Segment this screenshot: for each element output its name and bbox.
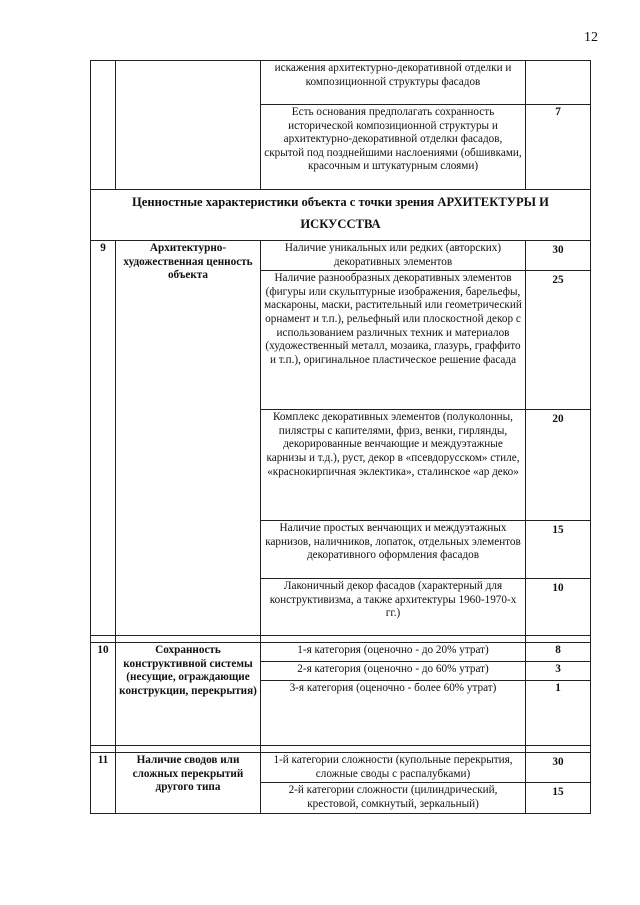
criterion-description: Лаконичный декор фасадов (характерный для конструктивизма, а также архитектуры 1960-1970-х гг.) [261,579,526,636]
criterion-number: 10 [91,643,116,746]
criterion-score [526,61,591,105]
criterion-description: 2-я категория (оценочно - до 60% утрат) [261,662,526,681]
criterion-description: 3-я категория (оценочно - более 60% утрат) [261,681,526,746]
criterion-score: 25 [526,271,591,410]
table-row [91,643,591,662]
criterion-name: Наличие сводов или сложных перекрытий другого типа [116,753,261,813]
criteria-table [90,60,591,814]
criterion-number: 11 [91,753,116,813]
criterion-number-cell [91,61,116,190]
spacer-row [91,746,591,753]
criterion-score: 7 [526,105,591,190]
criterion-score: 3 [526,662,591,681]
criterion-score: 30 [526,753,591,783]
criterion-score: 1 [526,681,591,746]
criterion-score: 15 [526,521,591,579]
criterion-score: 8 [526,643,591,662]
criterion-score: 15 [526,783,591,813]
criterion-description: искажения архитектурно-декоративной отделки и композиционной структуры фасадов [261,61,526,105]
section-title: Ценностные характеристики объекта с точки зрения АРХИТЕКТУРЫ И ИСКУССТВА [91,190,591,241]
criterion-score: 10 [526,579,591,636]
table-row [91,241,591,271]
criterion-number: 9 [91,241,116,636]
spacer-row [91,636,591,643]
criterion-name: Архитектурно-художественная ценность объекта [116,241,261,636]
criterion-description: Комплекс декоративных элементов (полуколонны, пилястры с капителями, фриз, венки, гирлянды, декорированные венчающие и междуэтажные карнизы и т.д.), руст, декор в «псевдорусском» стиле, «краснокирпичная эклектика», сталинское «ар деко» [261,410,526,521]
criterion-description: Наличие простых венчающих и междуэтажных карнизов, наличников, лопаток, отдельных элементов декоративного оформления фасадов [261,521,526,579]
criterion-description: 1-й категории сложности (купольные перекрытия, сложные своды с распалубками) [261,753,526,783]
table-row [91,753,591,783]
criterion-name-cell [116,61,261,190]
table-row [91,61,591,105]
criterion-score: 30 [526,241,591,271]
criterion-description: 2-й категории сложности (цилиндрический, крестовой, сомкнутый, зеркальный) [261,783,526,813]
criterion-name: Сохранность конструктивной системы (несущие, ограждающие конструкции, перекрытия) [116,643,261,746]
criterion-description: Наличие разнообразных декоративных элементов (фигуры или скульптурные изображения, барельефы, маскароны, маски, растительный или геометрический орнамент и т.п.), рельефный или плоскостной декор с использованием различных техник и материалов (художественный металл, мозаика, глазурь, граффито и т.п.), оригинальное пластическое решение фасада [261,271,526,410]
criterion-description: 1-я категория (оценочно - до 20% утрат) [261,643,526,662]
section-header-row [91,190,591,241]
page-number: 12 [584,30,598,45]
criterion-score: 20 [526,410,591,521]
criterion-description: Наличие уникальных или редких (авторских) декоративных элементов [261,241,526,271]
criterion-description: Есть основания предполагать сохранность исторической композиционной структуры и архитектурно-декоративной отделки фасадов, скрытой под позднейшими наслоениями (обшивками, красочным и штукатурным слоями) [261,105,526,190]
